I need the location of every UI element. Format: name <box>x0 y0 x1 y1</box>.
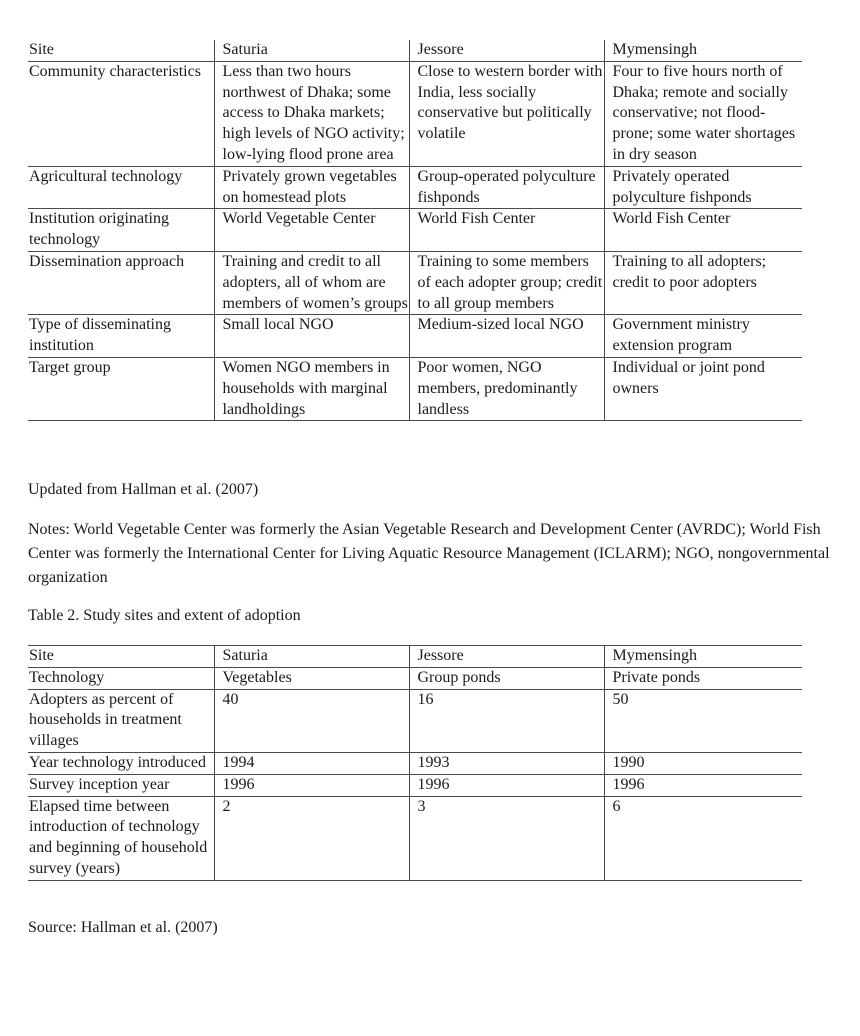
table-cell: 1993 <box>409 752 604 774</box>
row-label-cell: Survey inception year <box>28 774 214 796</box>
table-cell: Group ponds <box>409 667 604 689</box>
table-cell: 2 <box>214 796 409 880</box>
table-cell: 1996 <box>409 774 604 796</box>
row-label-cell: Community characteristics <box>28 61 214 166</box>
table-cell: Less than two hours northwest of Dhaka; some access to Dhaka markets; high levels of NGO activity; low-lying flood prone area <box>214 61 409 166</box>
table-cell: Medium-sized local NGO <box>409 315 604 358</box>
row-label-cell: Institution originating technology <box>28 209 214 252</box>
table-cell: Private ponds <box>604 667 802 689</box>
table-cell: Jessore <box>409 40 604 61</box>
table1-body <box>28 40 802 421</box>
table-cell: World Fish Center <box>604 209 802 252</box>
table-cell: Jessore <box>409 646 604 668</box>
row-label-cell: Site <box>28 646 214 668</box>
row-label-cell: Agricultural technology <box>28 166 214 209</box>
table-row <box>28 61 802 166</box>
table-cell: 3 <box>409 796 604 880</box>
table1-notes: Notes: World Vegetable Center was formerly the Asian Vegetable Research and Development Center (AVRDC); World Fish Center was formerly the International Center for Living Aquatic Resource Management (ICLARM); NGO, nongovernmental organization <box>28 521 830 586</box>
table-cell: 1994 <box>214 752 409 774</box>
table-row <box>28 796 802 880</box>
table-cell: Privately grown vegetables on homestead plots <box>214 166 409 209</box>
table-cell: Individual or joint pond owners <box>604 357 802 420</box>
table-cell: World Fish Center <box>409 209 604 252</box>
table-row <box>28 166 802 209</box>
row-label-cell: Dissemination approach <box>28 251 214 314</box>
table-cell: Mymensingh <box>604 40 802 61</box>
table1-source: Updated from Hallman et al. (2007) <box>28 481 259 498</box>
table-cell: 1996 <box>214 774 409 796</box>
table-row <box>28 689 802 752</box>
table-cell: Four to five hours north of Dhaka; remote and socially conservative; not flood-prone; some water shortages in dry season <box>604 61 802 166</box>
table-cell: Poor women, NGO members, predominantly landless <box>409 357 604 420</box>
adoption-table <box>28 645 802 881</box>
row-label-cell: Elapsed time between introduction of technology and beginning of household survey (years) <box>28 796 214 880</box>
table-cell: Privately operated polyculture fishponds <box>604 166 802 209</box>
table-cell: 1990 <box>604 752 802 774</box>
table-cell: Group-operated polyculture fishponds <box>409 166 604 209</box>
row-label-cell: Site <box>28 40 214 61</box>
table-row <box>28 774 802 796</box>
row-label-cell: Adopters as percent of households in treatment villages <box>28 689 214 752</box>
table-cell: 40 <box>214 689 409 752</box>
row-label-cell: Year technology introduced <box>28 752 214 774</box>
table-cell: Vegetables <box>214 667 409 689</box>
table-cell: Small local NGO <box>214 315 409 358</box>
table-header-row <box>28 646 802 668</box>
table-row <box>28 209 802 252</box>
table-cell: 1996 <box>604 774 802 796</box>
row-label-cell: Target group <box>28 357 214 420</box>
table-row <box>28 251 802 314</box>
table2-source: Source: Hallman et al. (2007) <box>28 919 218 936</box>
table-cell: Training to all adopters; credit to poor adopters <box>604 251 802 314</box>
table-cell: Training to some members of each adopter group; credit to all group members <box>409 251 604 314</box>
table-cell: Training and credit to all adopters, all of whom are members of women’s groups <box>214 251 409 314</box>
table-cell: Close to western border with India, less socially conservative but politically volatile <box>409 61 604 166</box>
table-cell: Saturia <box>214 646 409 668</box>
table-cell: Saturia <box>214 40 409 61</box>
table-header-row <box>28 40 802 61</box>
table-row <box>28 357 802 420</box>
table-cell: World Vegetable Center <box>214 209 409 252</box>
table-row <box>28 752 802 774</box>
table-cell: Women NGO members in households with marginal landholdings <box>214 357 409 420</box>
table2-body <box>28 646 802 881</box>
table-cell: Mymensingh <box>604 646 802 668</box>
table-cell: 16 <box>409 689 604 752</box>
row-label-cell: Technology <box>28 667 214 689</box>
table-row <box>28 315 802 358</box>
table-cell: 50 <box>604 689 802 752</box>
table-cell: 6 <box>604 796 802 880</box>
table2-caption: Table 2. Study sites and extent of adoption <box>28 607 301 624</box>
table-cell: Government ministry extension program <box>604 315 802 358</box>
row-label-cell: Type of disseminating institution <box>28 315 214 358</box>
table-row <box>28 667 802 689</box>
site-characteristics-table <box>28 40 802 421</box>
